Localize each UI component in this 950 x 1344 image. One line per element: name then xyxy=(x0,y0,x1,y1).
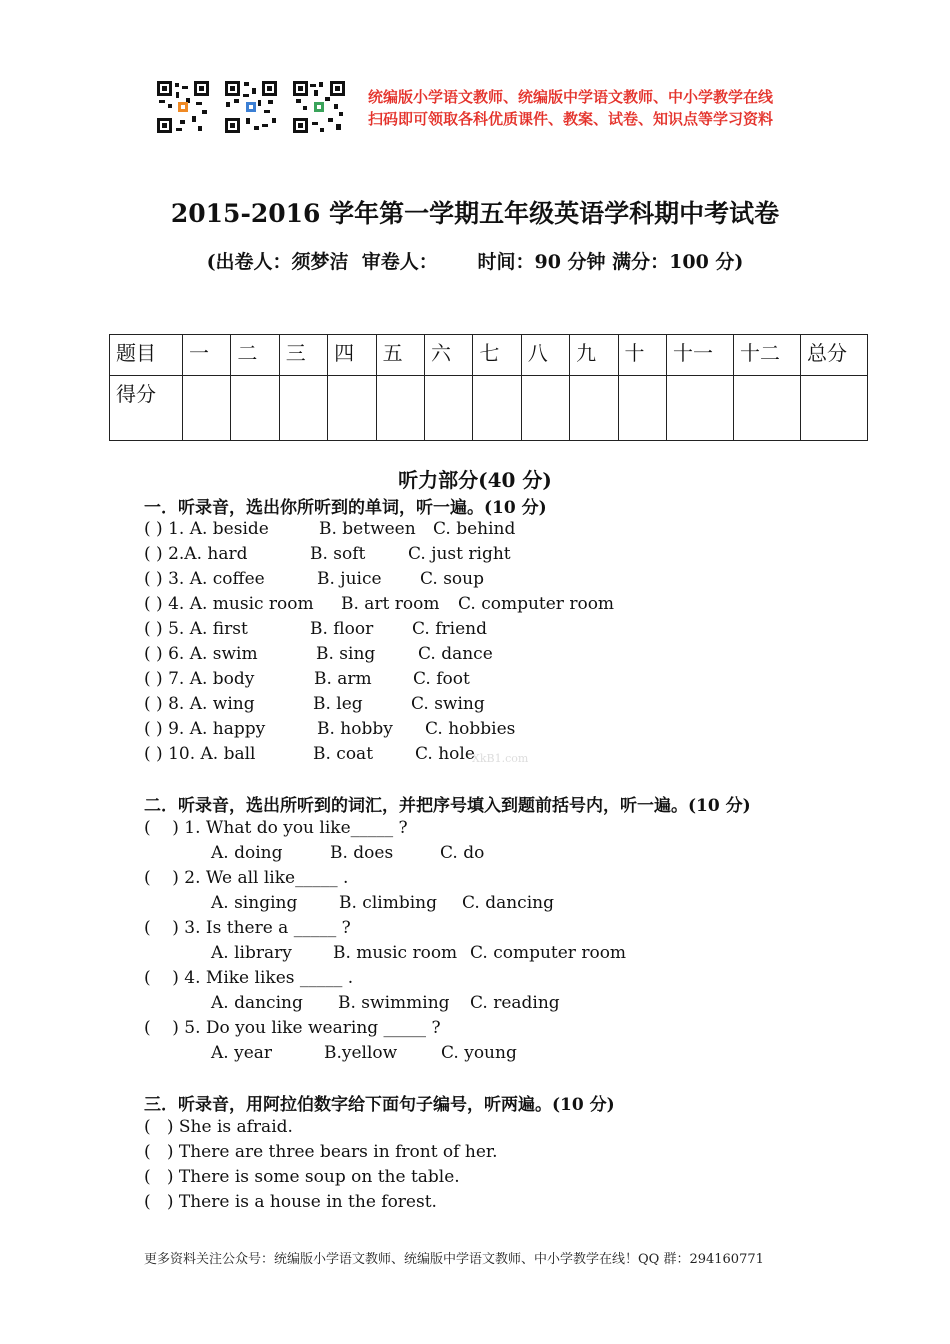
part3-heading: 三．听录音，用阿拉伯数字给下面句子编号，听两遍。(10 分) xyxy=(144,1095,615,1115)
part2-heading: 二．听录音，选出所听到的词汇，并把序号填入到题前括号内，听一遍。(10 分) xyxy=(144,796,751,816)
score-header-cell: 六 xyxy=(424,335,472,376)
part2-option-a: A. library xyxy=(211,943,292,963)
part2-question: ( ) 3. Is there a _____ ? xyxy=(144,918,351,938)
part1-item-a: ( ) 2.A. hard xyxy=(144,544,248,564)
score-header-cell: 十 xyxy=(618,335,666,376)
part1-item-a: ( ) 10. A. ball xyxy=(144,744,256,764)
score-cell[interactable] xyxy=(801,376,868,441)
part1-item-b: B. sing xyxy=(316,644,376,664)
part1-item-a: ( ) 8. A. wing xyxy=(144,694,255,714)
part1-item-a: ( ) 3. A. coffee xyxy=(144,569,265,589)
part1-item-a: ( ) 1. A. beside xyxy=(144,519,269,539)
score-header-cell: 十二 xyxy=(734,335,801,376)
score-cell[interactable] xyxy=(183,376,231,441)
part1-item-c: C. swing xyxy=(411,694,485,714)
qr-code-1[interactable] xyxy=(156,80,210,134)
part1-heading: 一．听录音，选出你所听到的单词，听一遍。(10 分) xyxy=(144,498,547,518)
part1-item-b: B. leg xyxy=(313,694,363,714)
part1-item-c: C. computer room xyxy=(458,594,615,614)
part1-item-a: ( ) 5. A. first xyxy=(144,619,248,639)
score-header-cell: 题目 xyxy=(110,335,183,376)
part1-item-c: C. dance xyxy=(418,644,493,664)
part2-option-c: C. computer room xyxy=(470,943,627,963)
promo-line-1: 统编版小学语文教师、统编版中学语文教师、中小学教学在线 xyxy=(368,88,774,106)
score-cell[interactable] xyxy=(328,376,376,441)
part2-option-b: B. climbing xyxy=(339,893,437,913)
part1-item-a: ( ) 6. A. swim xyxy=(144,644,258,664)
part2-question: ( ) 2. We all like_____ . xyxy=(144,868,349,888)
part1-item-c: C. foot xyxy=(413,669,470,689)
exam-subtitle: (出卷人：须梦洁 审卷人： 时间：90 分钟 满分：100 分) xyxy=(206,251,744,273)
score-cell[interactable] xyxy=(570,376,618,441)
part2-option-c: C. do xyxy=(440,843,485,863)
part2-option-a: A. dancing xyxy=(211,993,303,1013)
qr-code-3[interactable] xyxy=(292,80,346,134)
qr-code-2[interactable] xyxy=(224,80,278,134)
part3-item: ( ) She is afraid. xyxy=(144,1117,293,1137)
score-header-cell: 八 xyxy=(521,335,569,376)
part1-item-b: B. arm xyxy=(314,669,372,689)
score-header-cell: 十一 xyxy=(667,335,734,376)
part1-item-c: C. hobbies xyxy=(425,719,516,739)
score-header-cell: 五 xyxy=(376,335,424,376)
part3-item: ( ) There are three bears in front of her. xyxy=(144,1142,498,1162)
part2-option-a: A. singing xyxy=(211,893,298,913)
qr-code-icon xyxy=(292,80,346,134)
exam-title: 2015-2016 学年第一学期五年级英语学科期中考试卷 xyxy=(170,199,780,228)
score-header-cell: 七 xyxy=(473,335,521,376)
part1-item-a: ( ) 7. A. body xyxy=(144,669,255,689)
part1-item-b: B. coat xyxy=(313,744,374,764)
score-cell[interactable] xyxy=(424,376,472,441)
part2-option-c: C. dancing xyxy=(462,893,554,913)
part1-item-b: B. hobby xyxy=(317,719,393,739)
score-row-label: 得分 xyxy=(110,376,183,441)
part1-item-b: B. floor xyxy=(310,619,374,639)
qr-code-group xyxy=(156,80,346,134)
score-cell[interactable] xyxy=(376,376,424,441)
part3-item: ( ) There is a house in the forest. xyxy=(144,1192,437,1212)
part1-item-c: C. behind xyxy=(433,519,516,539)
part1-item-c: C. just right xyxy=(408,544,511,564)
score-cell[interactable] xyxy=(734,376,801,441)
score-table-header-row xyxy=(110,335,868,376)
page-footer: 更多资料关注公众号：统编版小学语文教师、统编版中学语文教师、中小学教学在线！QQ 群：294160771 xyxy=(144,1252,764,1267)
part1-item-b: B. between xyxy=(319,519,416,539)
score-header-cell: 总分 xyxy=(801,335,868,376)
part2-option-b: B. music room xyxy=(333,943,458,963)
score-cell[interactable] xyxy=(473,376,521,441)
part1-item-c: C. friend xyxy=(412,619,487,639)
qr-code-icon xyxy=(156,80,210,134)
part2-option-a: A. doing xyxy=(211,843,283,863)
part1-item-b: B. juice xyxy=(317,569,382,589)
part1-item-c: C. hole xyxy=(415,744,475,764)
score-table-score-row xyxy=(110,376,868,441)
qr-code-icon xyxy=(224,80,278,134)
promo-line-2: 扫码即可领取各科优质课件、教案、试卷、知识点等学习资料 xyxy=(368,110,774,128)
listening-section-title: 听力部分(40 分) xyxy=(398,468,552,492)
promo-text xyxy=(368,86,773,130)
part2-option-b: B. does xyxy=(330,843,394,863)
part1-item-a: ( ) 9. A. happy xyxy=(144,719,266,739)
part2-question: ( ) 1. What do you like_____ ? xyxy=(144,818,408,838)
part2-question: ( ) 4. Mike likes _____ . xyxy=(144,968,354,988)
score-header-cell: 二 xyxy=(231,335,279,376)
score-cell[interactable] xyxy=(667,376,734,441)
part1-item-b: B. soft xyxy=(310,544,366,564)
part2-option-b: B.yellow xyxy=(324,1043,398,1063)
part2-option-c: C. reading xyxy=(470,993,560,1013)
part1-item-b: B. art room xyxy=(341,594,440,614)
part3-item: ( ) There is some soup on the table. xyxy=(144,1167,460,1187)
part2-option-c: C. young xyxy=(441,1043,517,1063)
score-header-cell: 四 xyxy=(328,335,376,376)
score-cell[interactable] xyxy=(279,376,327,441)
score-header-cell: 一 xyxy=(183,335,231,376)
score-cell[interactable] xyxy=(231,376,279,441)
part2-option-a: A. year xyxy=(211,1043,273,1063)
score-header-cell: 九 xyxy=(570,335,618,376)
part1-item-a: ( ) 4. A. music room xyxy=(144,594,314,614)
watermark-text: XkB1.com xyxy=(472,752,529,765)
score-cell[interactable] xyxy=(618,376,666,441)
part2-option-b: B. swimming xyxy=(338,993,450,1013)
part2-question: ( ) 5. Do you like wearing _____ ? xyxy=(144,1018,441,1038)
score-cell[interactable] xyxy=(521,376,569,441)
part1-item-c: C. soup xyxy=(420,569,484,589)
score-table xyxy=(109,334,868,441)
score-header-cell: 三 xyxy=(279,335,327,376)
